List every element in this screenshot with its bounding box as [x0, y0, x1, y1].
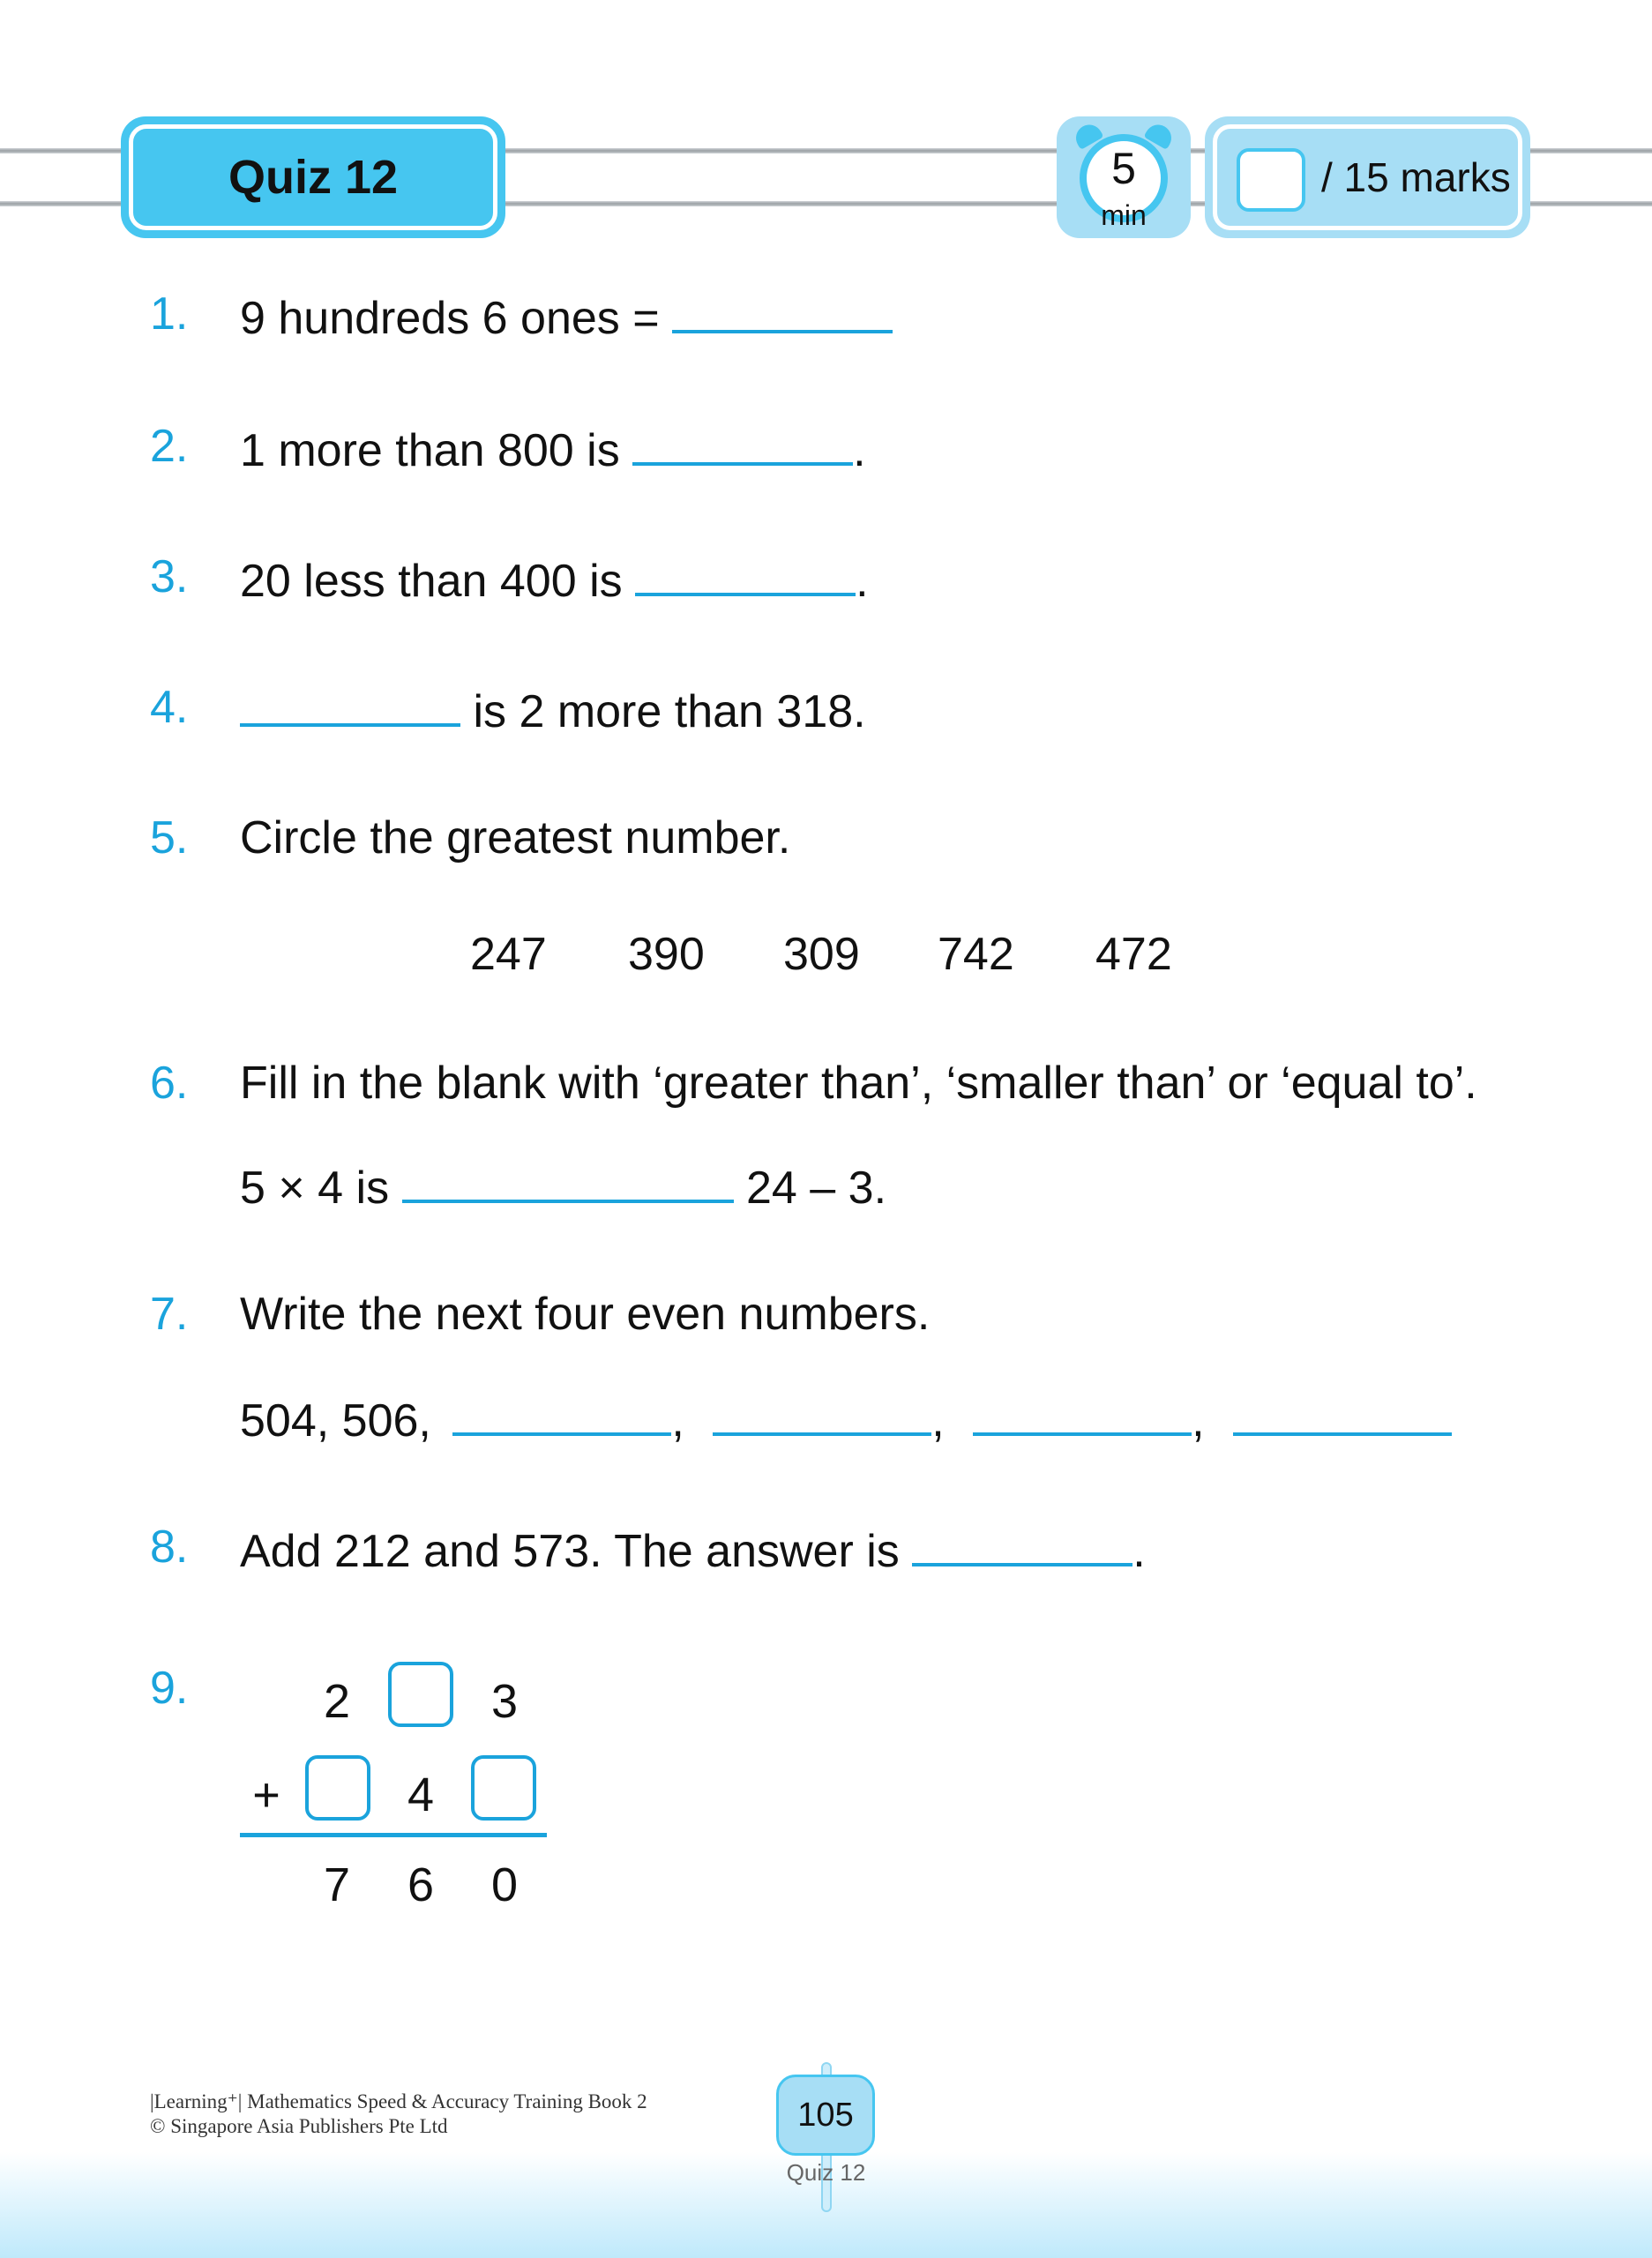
- result-digit: 6: [407, 1858, 435, 1911]
- marks-box: [1205, 116, 1530, 238]
- number-option[interactable]: 742: [938, 929, 1014, 980]
- answer-blank[interactable]: [713, 1390, 931, 1436]
- timer-badge: [1057, 116, 1191, 238]
- question-2-text: 1 more than 800 is: [240, 425, 620, 476]
- question-text: [240, 550, 869, 608]
- question-4-text: is 2 more than 318.: [473, 686, 866, 737]
- question-number: 4.: [150, 682, 189, 733]
- comma: ,: [1192, 1395, 1205, 1447]
- missing-digit-box[interactable]: [388, 1662, 453, 1727]
- digit: 3: [490, 1675, 519, 1728]
- question-number: 2.: [150, 421, 189, 472]
- question-text: Circle the greatest number.: [240, 812, 791, 864]
- question-1-text: 9 hundreds 6 ones =: [240, 293, 660, 344]
- answer-blank[interactable]: [672, 288, 893, 333]
- copyright: © Singapore Asia Publishers Pte Ltd: [150, 2115, 448, 2137]
- expression-right: 24 – 3.: [746, 1163, 887, 1214]
- question-number: 3.: [150, 551, 189, 602]
- period: .: [856, 556, 869, 607]
- number-option[interactable]: 309: [783, 929, 860, 980]
- answer-blank[interactable]: [973, 1390, 1192, 1436]
- question-number: 6.: [150, 1058, 189, 1109]
- period: .: [853, 425, 866, 476]
- timer-unit: min: [1101, 199, 1147, 231]
- question-number: 8.: [150, 1522, 189, 1573]
- marks-label: / 15 marks: [1321, 154, 1511, 200]
- sequence: [240, 1390, 1452, 1447]
- expression-left: 5 × 4 is: [240, 1163, 390, 1214]
- answer-blank[interactable]: [1233, 1390, 1452, 1436]
- quiz-title-box: [121, 116, 505, 238]
- sum-line: [240, 1833, 547, 1837]
- missing-digit-box[interactable]: [471, 1755, 536, 1821]
- question-3-text: 20 less than 400 is: [240, 556, 623, 607]
- comma: ,: [931, 1395, 945, 1447]
- book-title: |Learning⁺| Mathematics Speed & Accuracy Training Book 2: [150, 2090, 647, 2112]
- plus-sign: +: [252, 1768, 280, 1821]
- question-text: Write the next four even numbers.: [240, 1289, 931, 1340]
- question-number: 9.: [150, 1663, 189, 1714]
- score-input-box[interactable]: [1237, 148, 1305, 212]
- result-digit: 0: [490, 1858, 519, 1911]
- page-label: Quiz 12: [786, 2159, 866, 2186]
- comma: ,: [671, 1395, 684, 1447]
- sequence-start: 504, 506,: [240, 1395, 431, 1447]
- missing-digit-box[interactable]: [305, 1755, 370, 1821]
- number-option[interactable]: 390: [628, 929, 705, 980]
- answer-blank[interactable]: [632, 420, 853, 466]
- digit: 4: [407, 1768, 435, 1821]
- question-text: [240, 420, 866, 477]
- timer-value: 5: [1111, 144, 1136, 193]
- answer-blank[interactable]: [402, 1157, 734, 1203]
- expression: [240, 1157, 886, 1215]
- question-number: 7.: [150, 1289, 189, 1340]
- answer-blank[interactable]: [240, 681, 460, 727]
- question-number: 1.: [150, 288, 189, 340]
- question-text: [240, 288, 893, 345]
- page-number-badge: [776, 2075, 875, 2156]
- question-text: Fill in the blank with ‘greater than’, ‘smaller than’ or ‘equal to’.: [240, 1058, 1477, 1109]
- question-text: [240, 681, 866, 738]
- number-option[interactable]: 472: [1095, 929, 1172, 980]
- question-number: 5.: [150, 812, 189, 864]
- period: .: [1132, 1526, 1146, 1577]
- answer-blank[interactable]: [912, 1521, 1132, 1566]
- answer-blank[interactable]: [452, 1390, 671, 1436]
- digit: 2: [323, 1675, 351, 1728]
- question-text: [240, 1521, 1146, 1578]
- number-option[interactable]: 247: [470, 929, 547, 980]
- page-number: 105: [797, 2096, 854, 2134]
- answer-blank[interactable]: [635, 550, 856, 596]
- question-8-text: Add 212 and 573. The answer is: [240, 1526, 900, 1577]
- quiz-title: Quiz 12: [228, 151, 399, 204]
- result-digit: 7: [323, 1858, 351, 1911]
